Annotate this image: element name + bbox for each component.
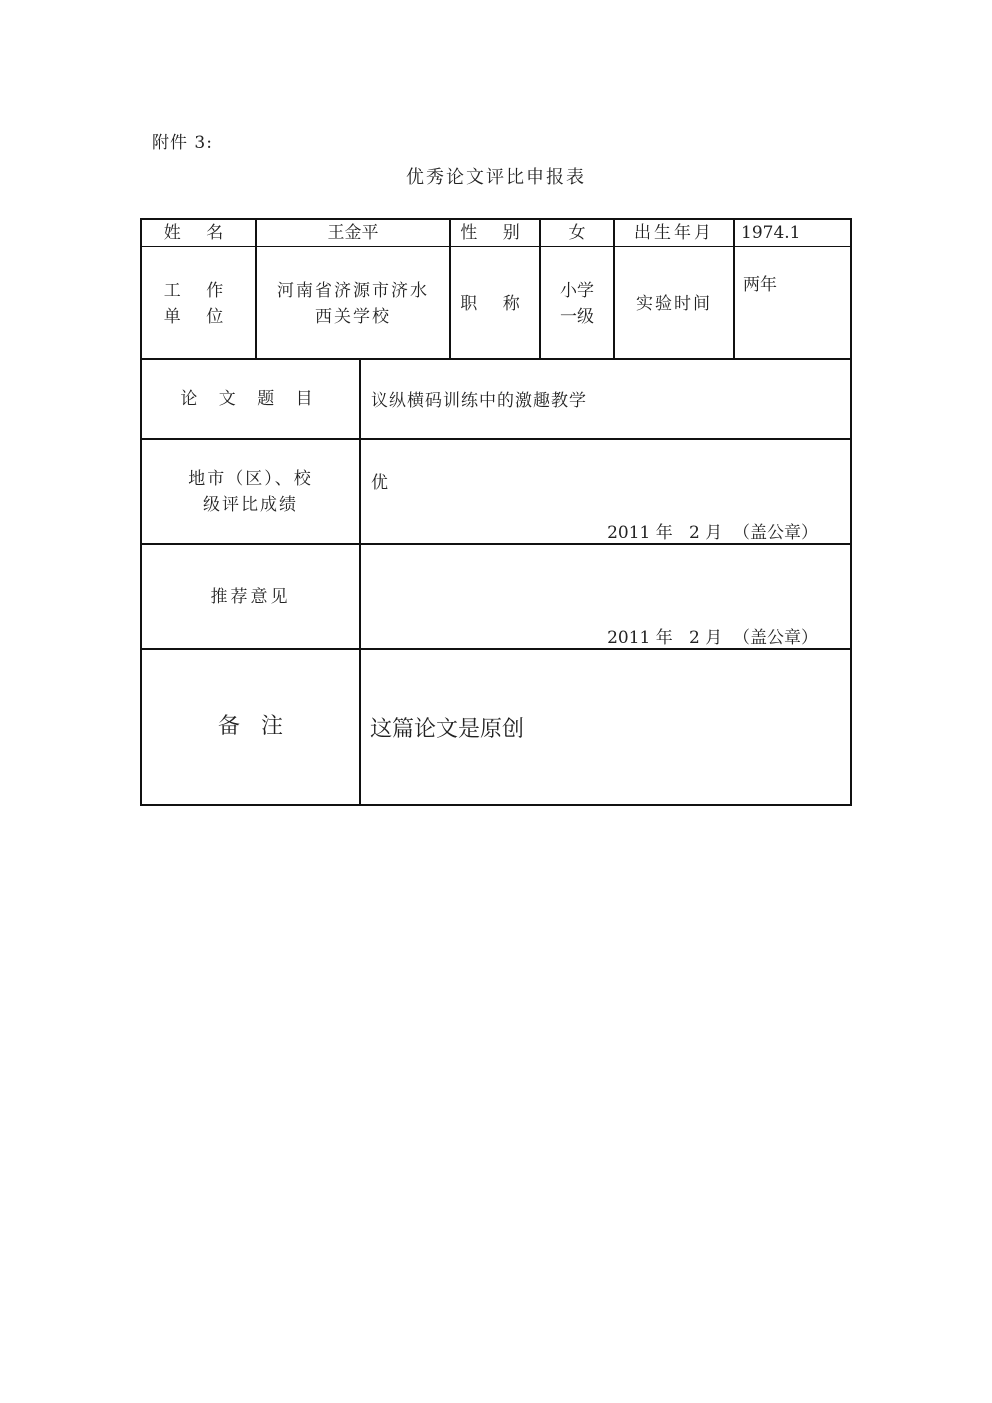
work-value-line1: 河南省济源市济水 bbox=[277, 281, 429, 301]
gender-value: 女 bbox=[568, 223, 586, 243]
recommendation-date: 2011 年 2 月 （盖公章） bbox=[607, 628, 818, 648]
form-title: 优秀论文评比申报表 bbox=[406, 167, 586, 188]
title-label: 职 称 bbox=[460, 294, 530, 314]
remarks-value: 这篇论文是原创 bbox=[370, 717, 525, 742]
birth-label-cell bbox=[615, 220, 733, 246]
exp-value-cell bbox=[735, 248, 850, 360]
exp-value: 两年 bbox=[743, 275, 777, 295]
recommendation-label-cell bbox=[142, 545, 361, 648]
gender-label: 性 别 bbox=[460, 223, 530, 243]
work-label-line2: 单 位 bbox=[163, 307, 234, 327]
gender-value-cell bbox=[541, 220, 613, 246]
thesis-value: 议纵横码训练中的激趣教学 bbox=[371, 391, 587, 411]
work-value-cell bbox=[257, 248, 449, 360]
name-label-cell bbox=[142, 220, 255, 246]
remarks-label: 备 注 bbox=[218, 714, 283, 739]
name-label: 姓 名 bbox=[163, 223, 234, 243]
thesis-label-cell bbox=[142, 360, 361, 438]
recommendation-label: 推荐意见 bbox=[210, 586, 291, 607]
evaluation-label-cell bbox=[142, 440, 361, 543]
name-value: 王金平 bbox=[327, 223, 379, 243]
evaluation-label-line1: 地市（区）、校 bbox=[188, 468, 313, 489]
title-value-cell bbox=[541, 248, 613, 360]
attachment-label: 附件 3: bbox=[152, 133, 213, 153]
recommendation-row bbox=[142, 545, 850, 650]
personal-info-block bbox=[140, 218, 852, 360]
work-label-cell bbox=[142, 248, 255, 360]
row-divider bbox=[142, 246, 850, 247]
thesis-label: 论 文 题 目 bbox=[180, 389, 321, 409]
evaluation-row bbox=[142, 440, 850, 545]
exp-label-cell bbox=[615, 248, 733, 360]
evaluation-block bbox=[140, 360, 852, 806]
title-value-line2: 一级 bbox=[560, 307, 594, 327]
evaluation-date: 2011 年 2 月 （盖公章） bbox=[607, 523, 818, 543]
thesis-row bbox=[142, 360, 850, 440]
remarks-label-cell bbox=[142, 650, 361, 804]
title-value-line1: 小学 bbox=[560, 281, 594, 301]
birth-label: 出生年月 bbox=[634, 223, 714, 243]
birth-value-cell bbox=[735, 220, 850, 246]
gender-label-cell bbox=[451, 220, 539, 246]
evaluation-value: 优 bbox=[371, 473, 388, 493]
work-label-line1: 工 作 bbox=[163, 281, 234, 301]
remarks-row bbox=[142, 650, 850, 804]
evaluation-label-line2: 级评比成绩 bbox=[203, 494, 298, 515]
birth-value: 1974.1 bbox=[741, 223, 801, 243]
work-value-line2: 西关学校 bbox=[315, 307, 391, 327]
title-label-cell bbox=[451, 248, 539, 360]
name-value-cell bbox=[257, 220, 449, 246]
exp-label: 实验时间 bbox=[636, 294, 712, 314]
